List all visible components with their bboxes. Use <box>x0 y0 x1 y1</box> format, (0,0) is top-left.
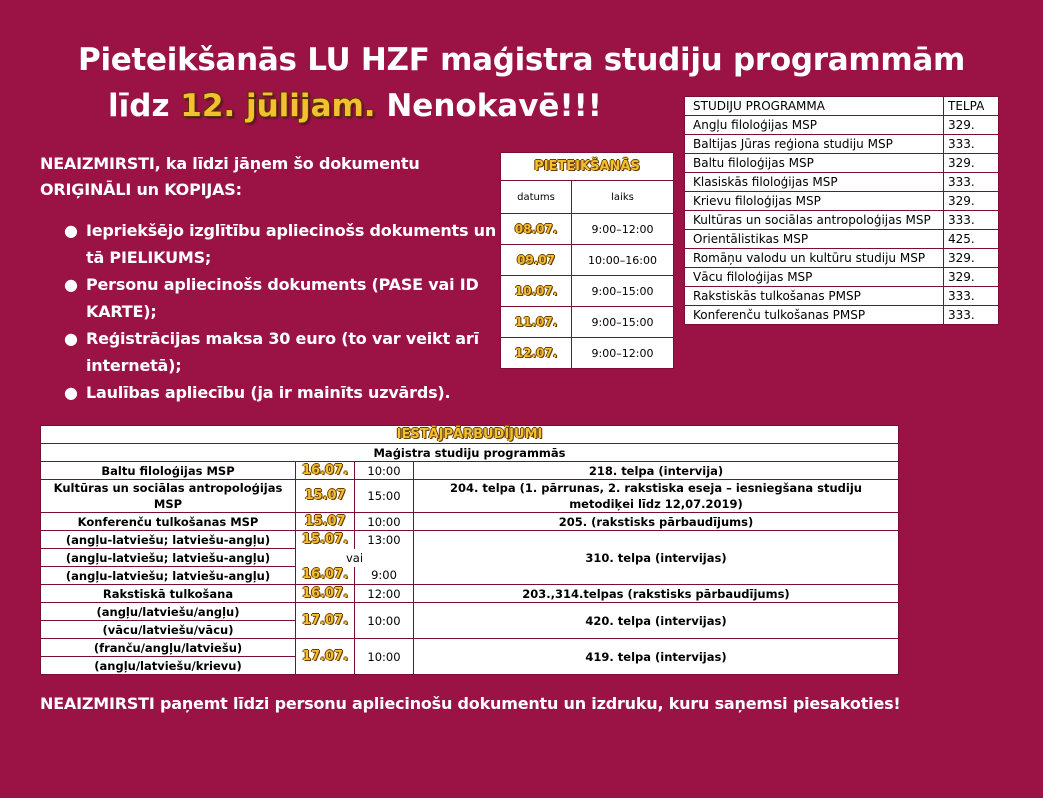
table-row: Rakstiskās tulkošanas PMSP 333. <box>685 287 999 306</box>
table-row: (vācu/latviešu/vācu) <box>41 621 899 639</box>
intro-line-2: ORIĢINĀLI un KOPIJAS: <box>40 180 242 199</box>
table-row: Romāņu valodu un kultūru studiju MSP 329. <box>685 249 999 268</box>
table-row: (angļu-latviešu; latviešu-angļu) 15.07. 13:00 310. telpa (intervijas) <box>41 531 899 549</box>
application-schedule-table <box>500 152 674 369</box>
table-row: 10.07. 9:00–15:00 <box>501 276 674 307</box>
list-item: ● Iepriekšējo izglītību apliecinošs dokuments un tā PIELIKUMS; <box>40 217 510 271</box>
table-row: 09.07 10:00–16:00 <box>501 245 674 276</box>
table-row: Baltu filoloģijas MSP 16.07. 10:00 218. telpa (intervija) <box>41 462 899 480</box>
documents-list <box>40 217 510 406</box>
table-row: Baltijas Jūras reģiona studiju MSP 333. <box>685 135 999 154</box>
table-row: Kultūras un sociālas antropoloģijas MSP 15.07 15:00 204. telpa (1. pārrunas, 2. rakstiska eseja – iesniegšana studiju metodiķei līdz 12,07.2019) <box>41 480 899 513</box>
exams-subheader: Maģistra studiju programmās <box>41 444 899 462</box>
page-title: Pieteikšanās LU HZF maģistra studiju programmām <box>78 42 965 78</box>
entrance-exams-table <box>40 425 899 675</box>
col-date: datums <box>501 181 572 214</box>
table-row: 11.07. 9:00–15:00 <box>501 307 674 338</box>
table-row: (franču/angļu/latviešu) 17.07. 10:00 419. telpa (intervijas) <box>41 639 899 657</box>
table-row: Krievu filoloģijas MSP 329. <box>685 192 999 211</box>
list-item: ● Reģistrācijas maksa 30 euro (to var veikt arī internetā); <box>40 325 510 379</box>
bullet-icon: ● <box>64 221 78 240</box>
table-row: Orientālistikas MSP 425. <box>685 230 999 249</box>
table-row: (angļu-latviešu; latviešu-angļu) vai <box>41 549 899 567</box>
table-row: Rakstiskā tulkošana 16.07. 12:00 203.,314.telpas (rakstisks pārbaudījums) <box>41 585 899 603</box>
col-room: TELPA <box>944 97 999 116</box>
footer-reminder: NEAIZMIRSTI paņemt līdzi personu apliecinošu dokumentu un izdruku, kuru saņemsi piesakoties! <box>40 694 901 713</box>
table-row: (angļu/latviešu/angļu) 17.07. 10:00 420. telpa (intervijas) <box>41 603 899 621</box>
table-row: Klasiskās filoloģijas MSP 333. <box>685 173 999 192</box>
application-header: PIETEIKŠANĀS <box>501 153 674 181</box>
table-row: Vācu filoloģijas MSP 329. <box>685 268 999 287</box>
table-row: (angļu-latviešu; latviešu-angļu) 16.07. 9:00 <box>41 567 899 585</box>
table-row: Angļu filoloģijas MSP 329. <box>685 116 999 135</box>
table-row: 08.07. 9:00–12:00 <box>501 214 674 245</box>
table-row: Konferenču tulkošanas MSP 15.07 10:00 205. (rakstisks pārbaudījums) <box>41 513 899 531</box>
list-item: ● Personu apliecinošs dokuments (PASE vai ID KARTE); <box>40 271 510 325</box>
exams-header: IESTĀJPĀRBUDĪJUMI <box>41 426 899 444</box>
table-row: Kultūras un sociālas antropoloģijas MSP 333. <box>685 211 999 230</box>
list-item: ● Laulības apliecību (ja ir mainīts uzvārds). <box>40 379 510 406</box>
programs-table <box>684 96 999 325</box>
bullet-icon: ● <box>64 329 78 348</box>
intro-text <box>40 151 420 203</box>
subtitle-prefix: līdz <box>108 88 181 124</box>
col-program: STUDIJU PROGRAMMA <box>685 97 944 116</box>
subtitle-suffix: Nenokavē!!! <box>375 88 602 124</box>
intro-line-1: NEAIZMIRSTI, ka līdzi jāņem šo dokumentu <box>40 154 420 173</box>
bullet-icon: ● <box>64 275 78 294</box>
table-row: Baltu filoloģijas MSP 329. <box>685 154 999 173</box>
bullet-icon: ● <box>64 383 78 402</box>
table-row: (angļu/latviešu/krievu) <box>41 657 899 675</box>
table-row: 12.07. 9:00–12:00 <box>501 338 674 369</box>
deadline-highlight: 12. jūlijam. <box>180 88 376 124</box>
table-row: Konferenču tulkošanas PMSP 333. <box>685 306 999 325</box>
page-subtitle <box>108 88 602 124</box>
col-time: laiks <box>572 181 674 214</box>
